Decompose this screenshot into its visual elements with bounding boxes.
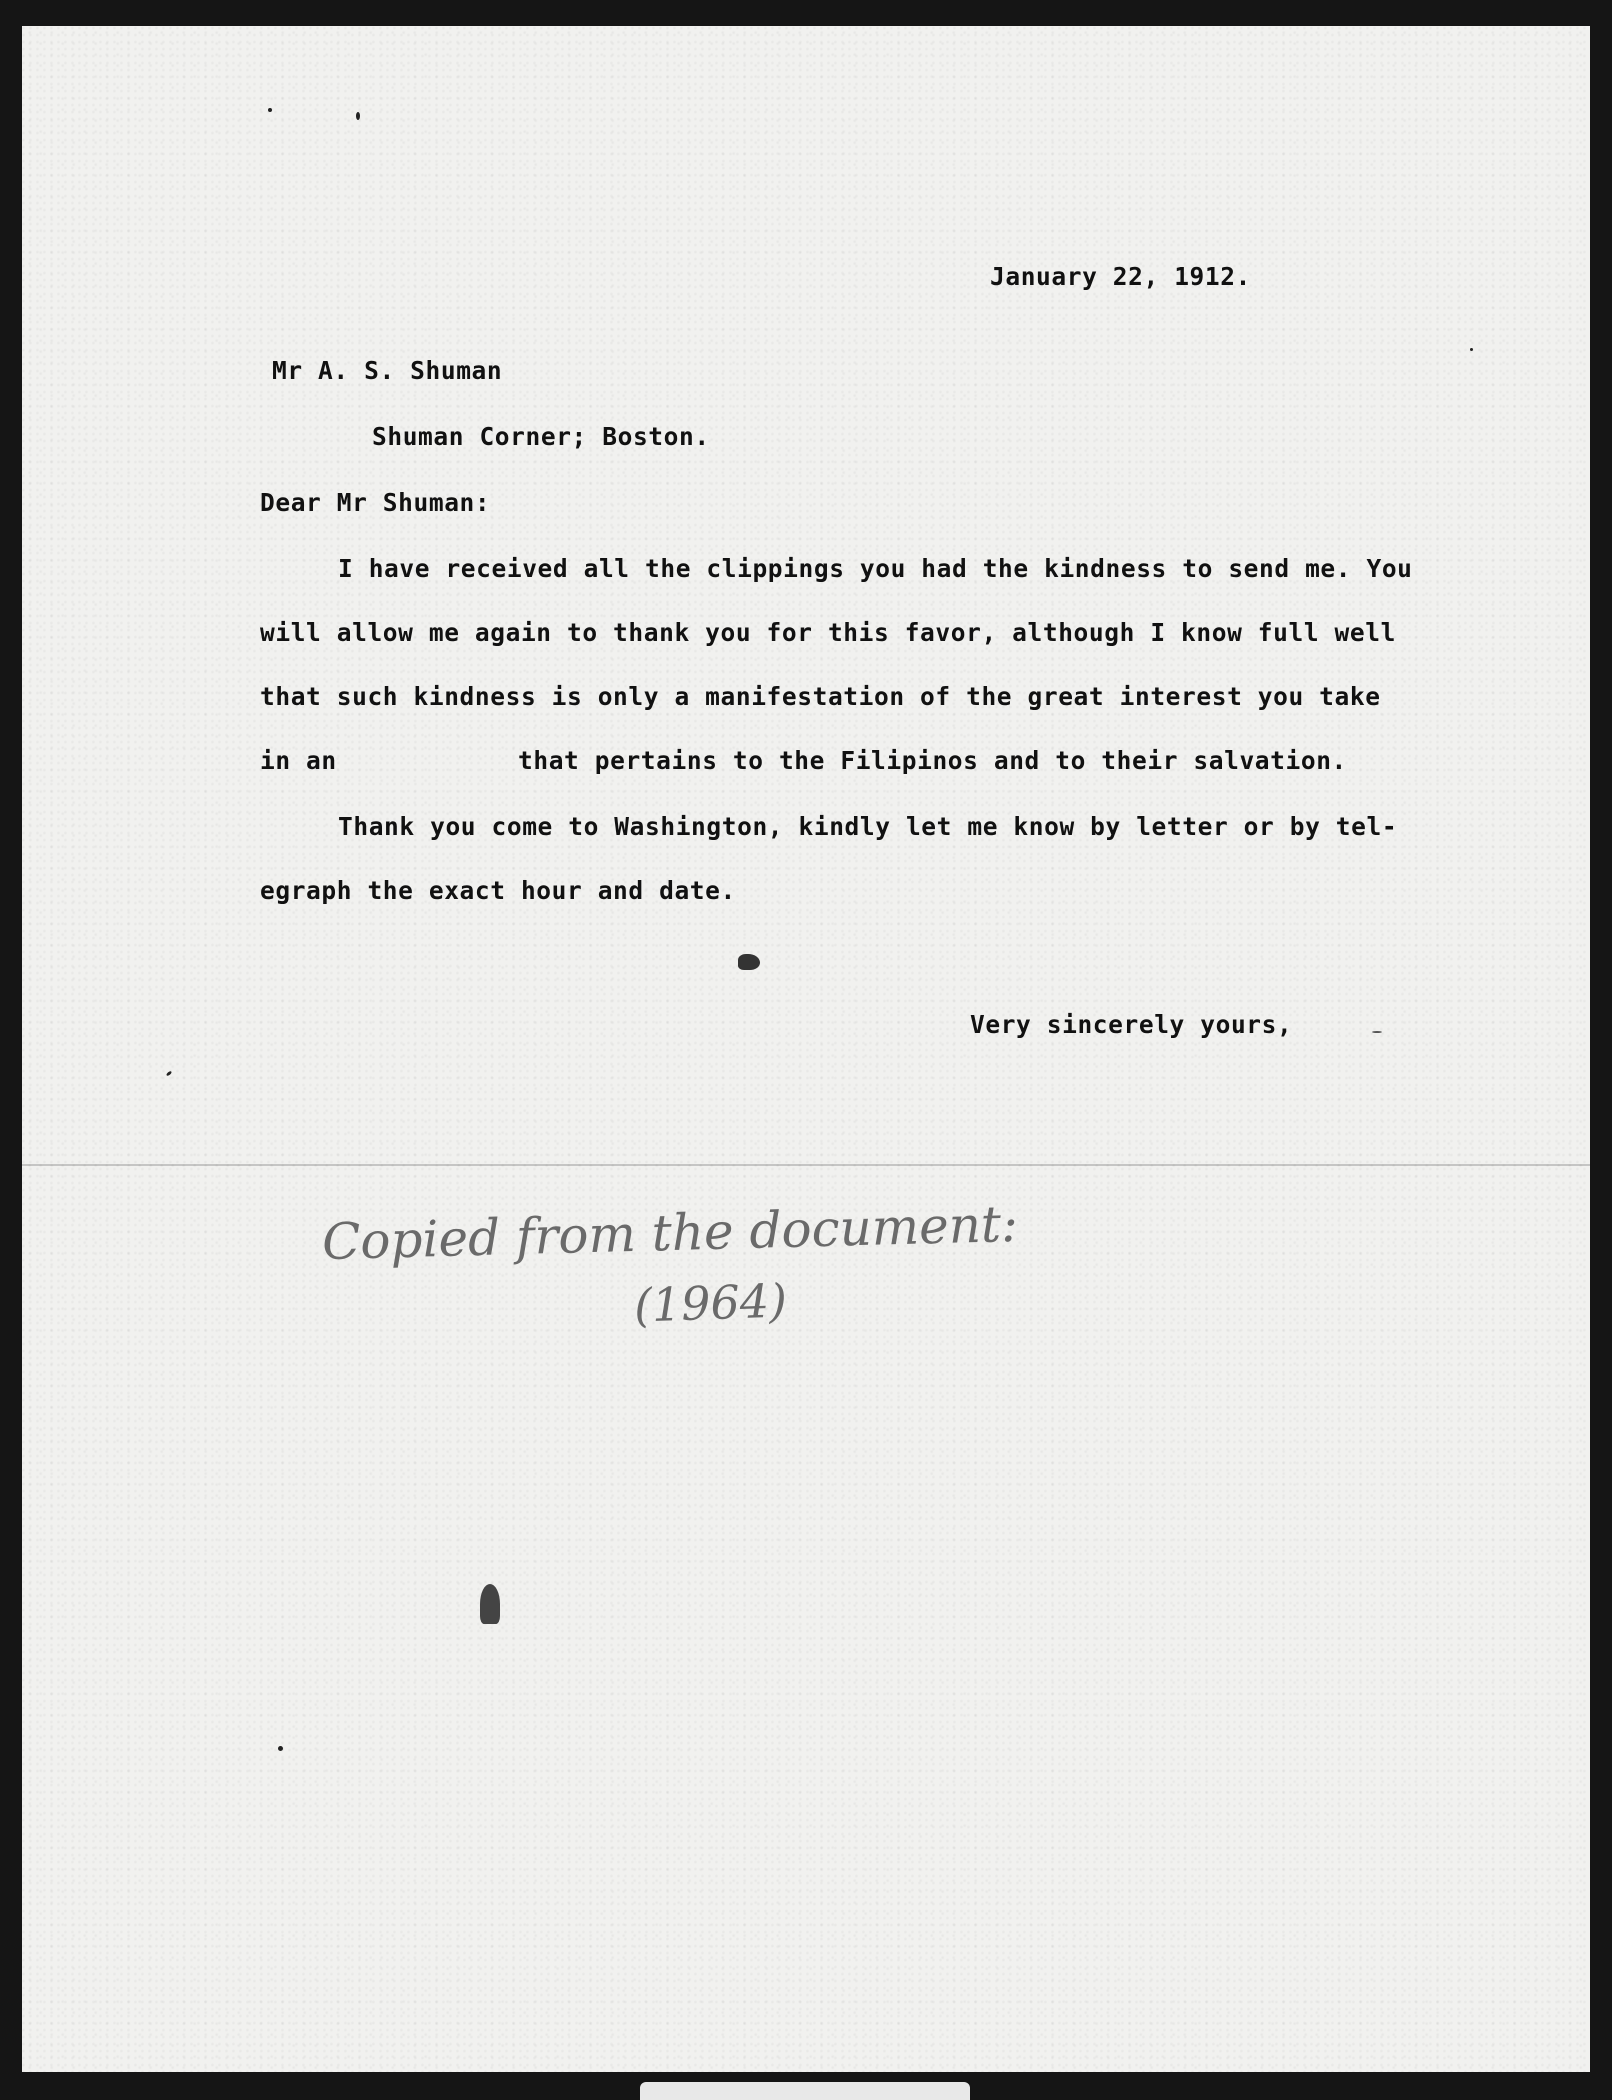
body-line: that pertains to the Filipinos and to their salvation. (518, 746, 1347, 775)
recipient-place: Shuman Corner; Boston. (372, 422, 710, 451)
body-line: Thank you come to Washington, kindly let me know by letter or by tel- (338, 812, 1398, 841)
body-line: in an (260, 746, 337, 775)
recipient-name: Mr A. S. Shuman (272, 356, 503, 385)
speck (1470, 348, 1473, 351)
body-line: that such kindness is only a manifestation of the great interest you take (260, 682, 1381, 711)
ink-blot (738, 954, 760, 970)
speck (356, 112, 360, 120)
body-line: I have received all the clippings you had the kindness to send me. You (338, 554, 1413, 583)
body-line: egraph the exact hour and date. (260, 876, 736, 905)
closing: Very sincerely yours, (970, 1010, 1293, 1039)
letter-paper (22, 26, 1590, 2072)
speck (166, 1070, 173, 1076)
speck (1372, 1031, 1382, 1033)
fold-line (22, 1164, 1590, 1166)
letter-date: January 22, 1912. (990, 262, 1251, 291)
speck (278, 1746, 283, 1751)
paper-edge-tab (640, 2082, 970, 2100)
handwritten-note: Copied from the document: (321, 1194, 1019, 1272)
speck (268, 108, 272, 112)
body-line: will allow me again to thank you for this favor, although I know full well (260, 618, 1396, 647)
salutation: Dear Mr Shuman: (260, 488, 491, 517)
ink-blot (480, 1584, 500, 1624)
handwritten-year: (1964) (633, 1273, 788, 1333)
